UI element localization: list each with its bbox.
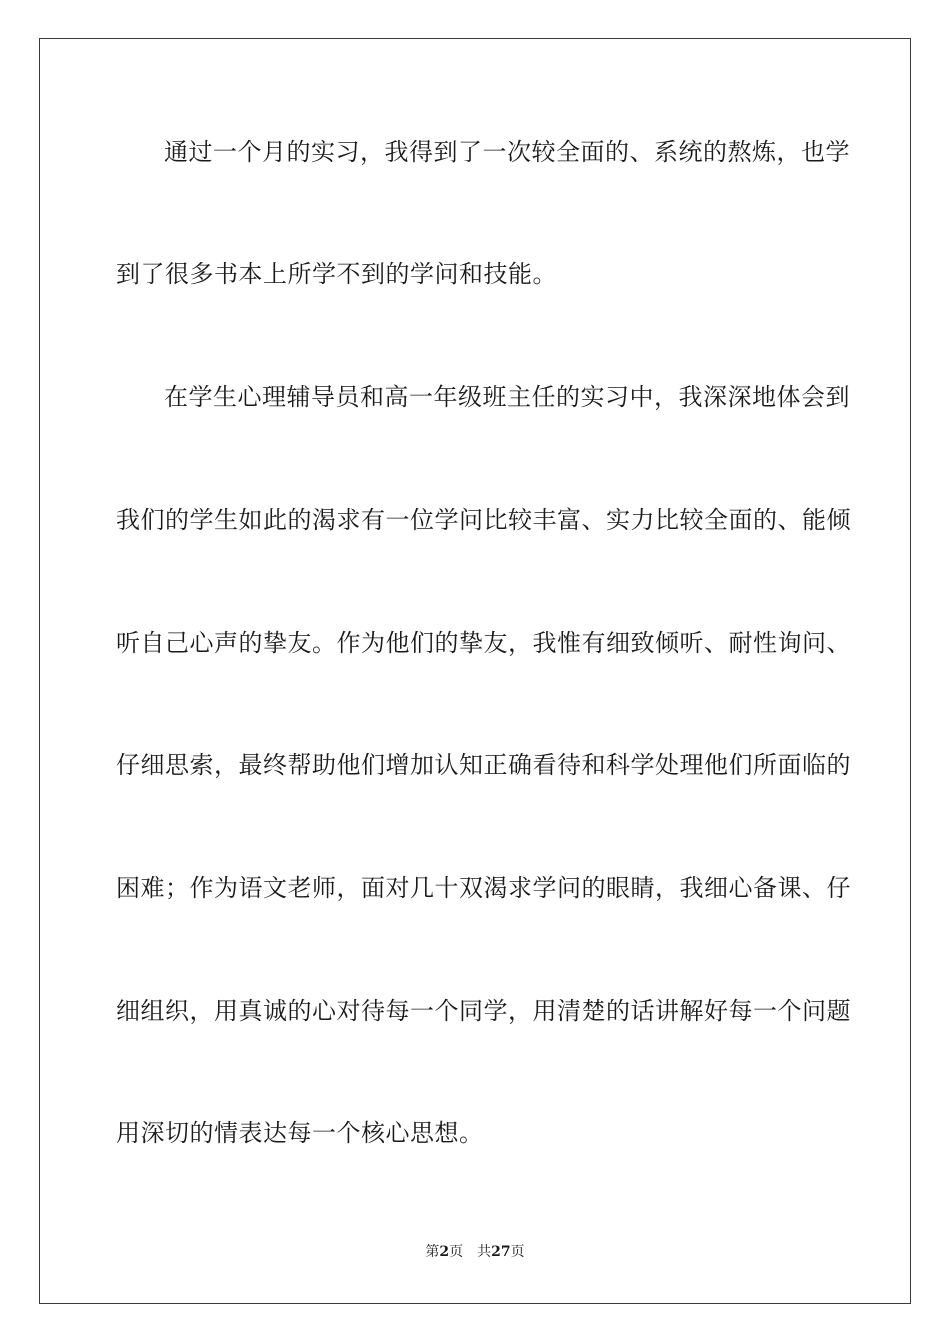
paragraph-2-line-4: 仔细思索，最终帮助他们增加认知正确看待和科学处理他们所面临的 <box>116 751 851 779</box>
paragraph-2-line-6: 细组织，用真诚的心对待每一个同学，用清楚的话讲解好每一个问题 <box>116 997 851 1025</box>
paragraph-2-line-2: 我们的学生如此的渴求有一位学问比较丰富、实力比较全面的、能倾 <box>116 506 851 534</box>
total-pages: 27 <box>491 1244 511 1260</box>
total-prefix: 共 <box>477 1244 492 1260</box>
paragraph-1-line-1: 通过一个月的实习，我得到了一次较全面的、系统的熬炼，也学 <box>164 138 850 166</box>
page-number: 2 <box>439 1244 450 1260</box>
page-prefix: 第 <box>425 1244 440 1260</box>
paragraph-2-line-1: 在学生心理辅导员和高一年级班主任的实习中，我深深地体会到 <box>164 383 850 411</box>
paragraph-2-line-5: 困难；作为语文老师，面对几十双渴求学问的眼睛，我细心备课、仔 <box>116 874 851 902</box>
paragraph-2-line-7: 用深切的情表达每一个核心思想。 <box>116 1119 484 1147</box>
total-suffix: 页 <box>510 1244 525 1260</box>
paragraph-2-line-3: 听自己心声的挚友。作为他们的挚友，我惟有细致倾听、耐性询问、 <box>116 629 851 657</box>
page-frame <box>39 38 911 1304</box>
paragraph-1-line-2: 到了很多书本上所学不到的学问和技能。 <box>116 260 557 288</box>
page-suffix: 页 <box>449 1244 464 1260</box>
page-footer <box>0 1243 950 1261</box>
